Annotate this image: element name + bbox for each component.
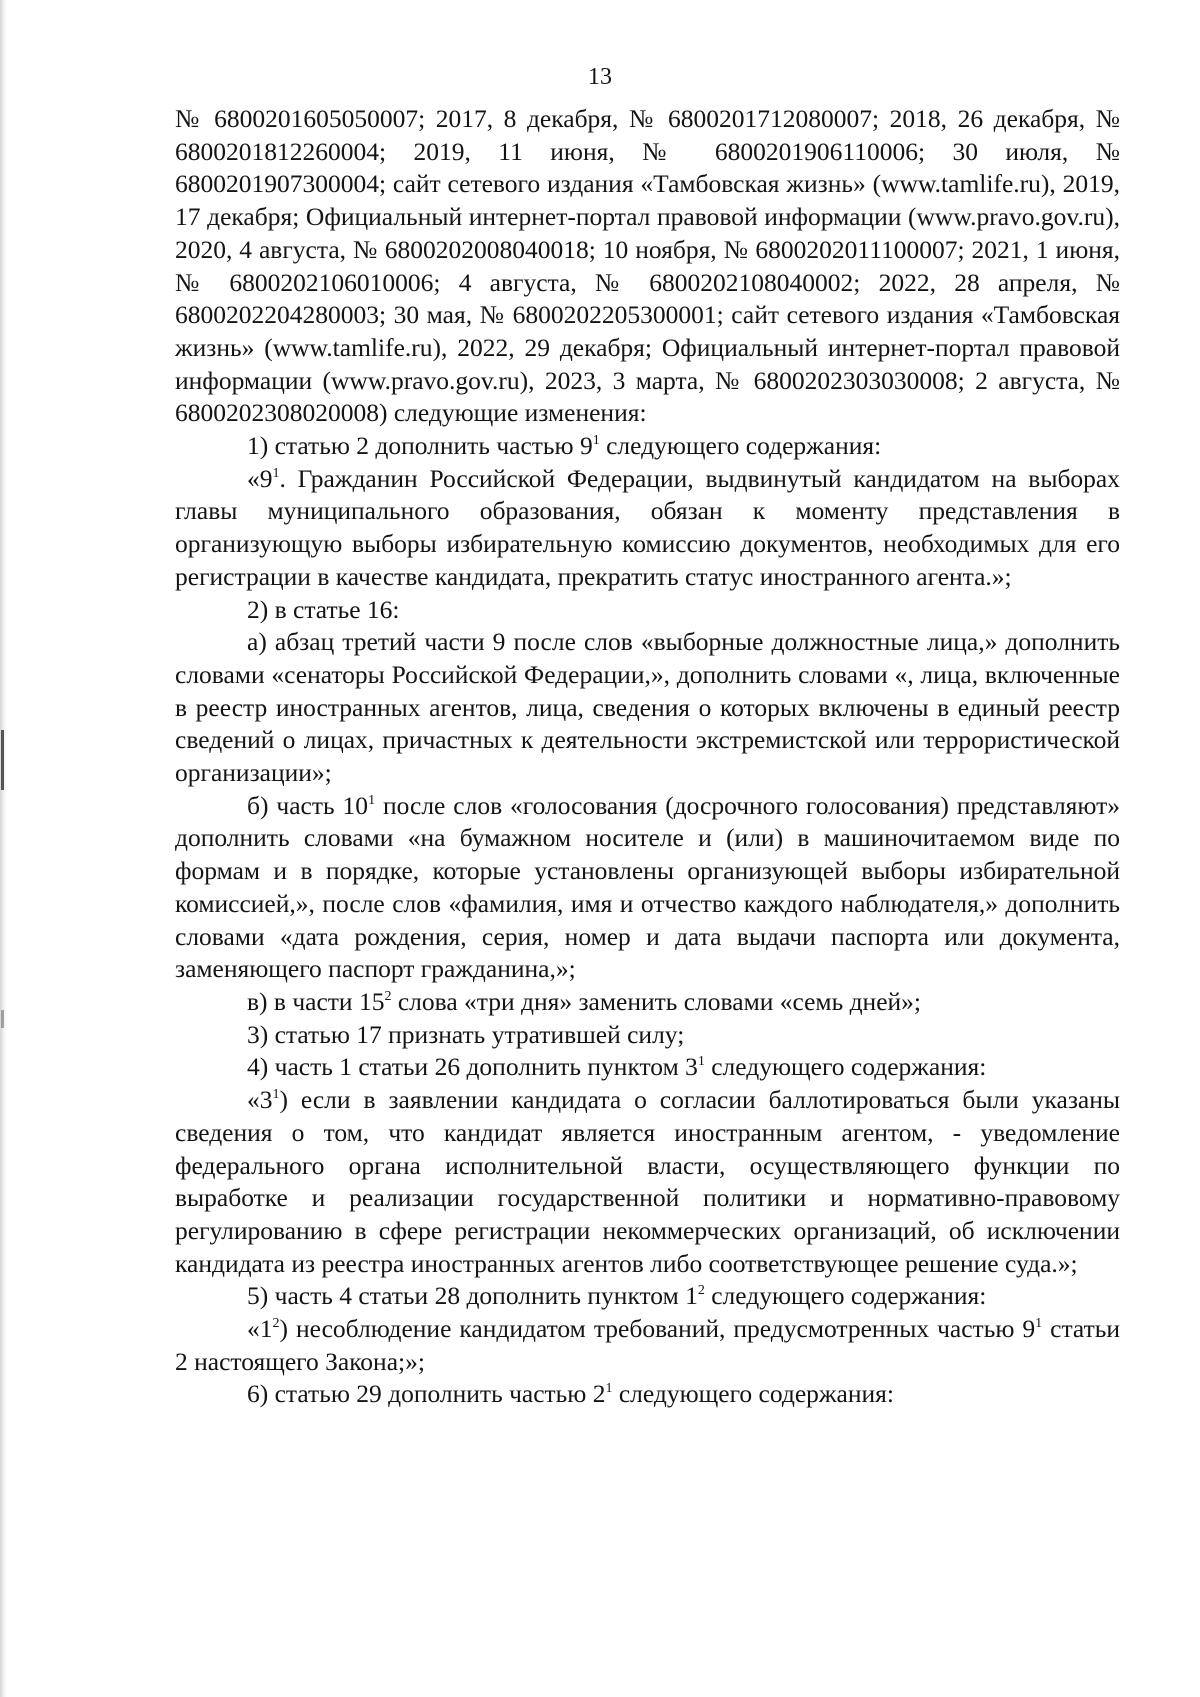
paragraph-text: в) в части 15	[247, 986, 385, 1016]
paragraph-text: 1) статью 2 дополнить частью 9	[247, 431, 593, 461]
paragraph-text: статьи 2 настоящего Закона;»;	[175, 1314, 1120, 1376]
paragraph-1	[175, 430, 1120, 463]
paragraph-text: 2) в статье 16:	[247, 594, 400, 624]
paragraph-text: б) часть 10	[247, 790, 369, 820]
paragraph-11	[175, 1313, 1120, 1378]
superscript-index: 1	[272, 465, 280, 481]
superscript-index: 1	[272, 1087, 280, 1103]
paragraph-text: следующего содержания:	[704, 1052, 987, 1082]
paragraph-5	[175, 790, 1120, 986]
superscript-index: 1	[605, 1381, 613, 1397]
paragraph-text: «3	[247, 1085, 273, 1115]
paragraph-text: слова «три дня» заменить словами «семь дней»;	[391, 986, 921, 1016]
superscript-index: 1	[697, 1054, 705, 1070]
page-number: 13	[588, 64, 612, 90]
paragraph-8	[175, 1051, 1120, 1084]
superscript-index: 1	[592, 433, 600, 449]
scan-edge-shadow	[0, 0, 7, 1697]
scan-artifact	[1, 730, 4, 790]
paragraph-12	[175, 1378, 1120, 1411]
paragraph-text: 4) часть 1 статьи 26 дополнить пунктом 3	[247, 1052, 698, 1082]
superscript-index: 2	[272, 1316, 280, 1332]
paragraph-text: 6) статью 29 дополнить частью 2	[247, 1379, 606, 1409]
paragraph-7	[175, 1019, 1120, 1052]
superscript-index: 1	[368, 792, 376, 808]
superscript-index: 2	[697, 1283, 705, 1299]
paragraph-0	[175, 103, 1120, 430]
paragraph-2	[175, 463, 1120, 594]
paragraph-text: . Гражданин Российской Федерации, выдвинутый кандидатом на выборах главы муниципального образования, обязан к моменту представления в организующую выборы избирательную комиссию документов, необходимых для его регистрации в качестве кандидата, прекратить статус иностранного агента.»;	[175, 463, 1120, 591]
paragraph-10	[175, 1280, 1120, 1313]
paragraph-text: ) если в заявлении кандидата о согласии баллотироваться были указаны сведения о том, что кандидат является иностранным агентом, - уведомление федерального органа исполнительной власти, осуществляющего функции по выработке и реализации государственной политики и нормативно-правовому регулированию в сфере регистрации некоммерческих организаций, об исключении кандидата из реестра иностранных агентов либо соответствующее решение суда.»;	[175, 1085, 1120, 1278]
paragraph-text: 5) часть 4 статьи 28 дополнить пунктом 1	[247, 1281, 698, 1311]
superscript-index: 1	[1035, 1316, 1043, 1332]
paragraph-text: 3) статью 17 признать утратившей силу;	[247, 1019, 685, 1049]
paragraph-text: следующего содержания:	[599, 431, 882, 461]
paragraph-text: после слов «голосования (досрочного голосования) представляют» дополнить словами «на бумажном носителе и (или) в машиночитаемом виде по формам и в порядке, которые установлены организующей выборы избирательной комиссией,», после слов «фамилия, имя и отчество каждого наблюдателя,» дополнить словами «дата рождения, серия, номер и дата выдачи паспорта или документа, заменяющего паспорт гражданина,»;	[175, 790, 1121, 984]
scan-artifact	[1, 1010, 4, 1028]
paragraph-4	[175, 626, 1120, 790]
paragraph-text: следующего содержания:	[704, 1281, 987, 1311]
paragraph-text: № 6800201605050007; 2017, 8 декабря, № 6800201712080007; 2018, 26 декабря, № 6800201812260004; 2019, 11 июня, № 6800201906110006; 30 июля, № 6800201907300004; сайт сетевого издания «Тамбовская жизнь» (www.tamlife.ru), 2019, 17 декабря; Официальный интернет-портал правовой информации (www.pravo.gov.ru), 2020, 4 августа, № 6800202008040018; 10 ноября, № 6800202011100007; 2021, 1 июня, № 6800202106010006; 4 августа, № 6800202108040002; 2022, 28 апреля, № 6800202204280003; 30 мая, № 6800202205300001; сайт сетевого издания «Тамбовская жизнь» (www.tamlife.ru), 2022, 29 декабря; Официальный интернет-портал правовой информации (www.pravo.gov.ru), 2023, 3 марта, № 6800202303030008; 2 августа, № 6800202308020008) следующие изменения:	[175, 104, 1120, 428]
paragraph-6	[175, 986, 1120, 1019]
document-body	[175, 103, 1120, 1411]
superscript-index: 2	[384, 988, 392, 1004]
paragraph-text: «1	[247, 1314, 273, 1344]
paragraph-text: следующего содержания:	[612, 1379, 894, 1409]
paragraph-text: ) несоблюдение кандидатом требований, предусмотренных частью 9	[279, 1314, 1036, 1344]
paragraph-text: а) абзац третий части 9 после слов «выборные должностные лица,» дополнить словами «сенаторы Российской Федерации,», дополнить словами «, лица, включенные в реестр иностранных агентов, лица, сведения о которых включены в единый реестр сведений о лицах, причастных к деятельности экстремистской или террористической организации»;	[175, 627, 1120, 788]
paragraph-9	[175, 1084, 1120, 1280]
paragraph-3	[175, 594, 1120, 627]
paragraph-text: «9	[247, 463, 273, 493]
